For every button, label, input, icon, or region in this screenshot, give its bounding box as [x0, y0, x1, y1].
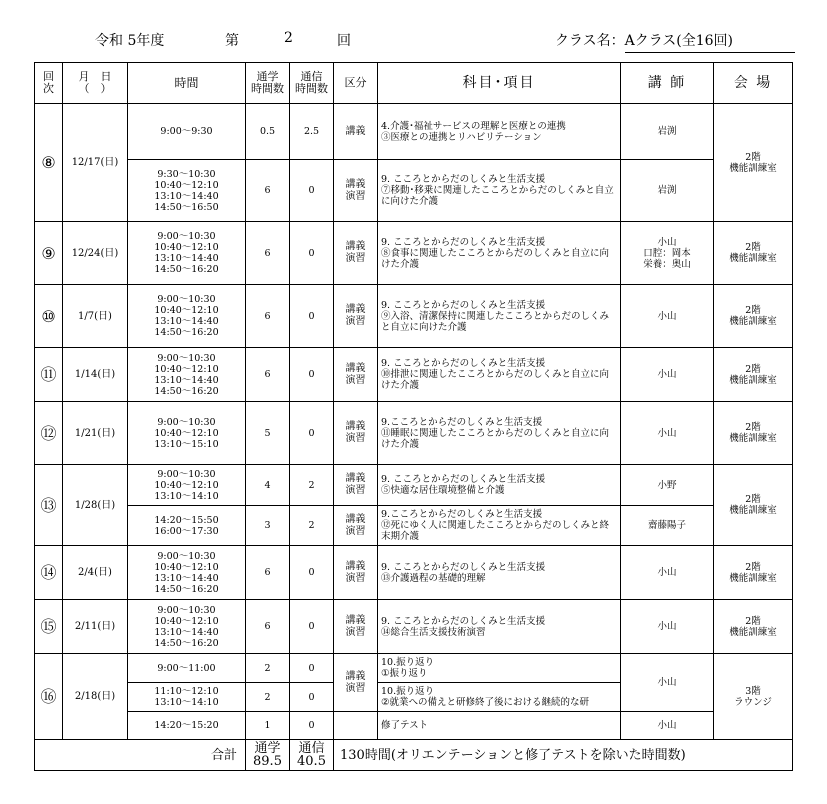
row-subject: 9. こころとからだのしくみと生活支援 ⑤快適な居住環境整備と介護 — [378, 465, 621, 506]
row-subject: 9. こころとからだのしくみと生活支援 ⑧食事に関連したこころとからだのしくみと自立に向けた介護 — [378, 222, 621, 285]
col-kai: 回 次 — [35, 63, 63, 104]
row-remote: 0 — [290, 683, 334, 712]
row-venue: 2階 機能訓練室 — [714, 546, 793, 600]
row-time: 11:10～12:10 13:10～14:10 — [128, 683, 246, 712]
table-row — [35, 348, 793, 402]
row-commute: 6 — [246, 160, 290, 222]
row-commute: 6 — [246, 546, 290, 600]
row-teacher: 齋藤陽子 — [621, 506, 714, 546]
table-row — [35, 654, 793, 683]
table-row — [35, 506, 793, 546]
row-teacher: 小山 — [621, 285, 714, 348]
row-teacher: 小山 — [621, 600, 714, 654]
row-remote: 2 — [290, 506, 334, 546]
row-subject: 9.こころとからだのしくみと生活支援 ⑫死にゆく人に関連したこころとからだのしくみと終末期介護 — [378, 506, 621, 546]
row-number: ⑫ — [35, 402, 63, 465]
row-kubun: 講義 演習 — [334, 160, 378, 222]
row-venue: 2階 機能訓練室 — [714, 348, 793, 402]
row-time: 14:20～15:50 16:00～17:30 — [128, 506, 246, 546]
row-date: 1/28(日) — [63, 465, 128, 546]
header-reiwa: 令和 5年度 — [95, 33, 165, 49]
row-commute: 6 — [246, 285, 290, 348]
row-time: 9:00～10:30 10:40～12:10 13:10～14:40 14:50～16:20 — [128, 285, 246, 348]
total-commute: 通学 89.5 — [246, 740, 290, 771]
row-teacher: 小山 口腔：岡本 栄養：奥山 — [621, 222, 714, 285]
col-subject: 科目･項目 — [378, 63, 621, 104]
row-commute: 0.5 — [246, 104, 290, 160]
row-remote: 0 — [290, 600, 334, 654]
col-venue: 会 場 — [714, 63, 793, 104]
row-venue: 3階 ラウンジ — [714, 654, 793, 740]
col-remote: 通信 時間数 — [290, 63, 334, 104]
total-note: 130時間(オリエンテーションと修了テストを除いた時間数) — [334, 740, 793, 771]
row-commute: 2 — [246, 683, 290, 712]
row-venue: 2階 機能訓練室 — [714, 402, 793, 465]
row-remote: 0 — [290, 654, 334, 683]
row-number: ⑯ — [35, 654, 63, 740]
row-remote: 0 — [290, 160, 334, 222]
row-venue: 2階 機能訓練室 — [714, 222, 793, 285]
table-row — [35, 600, 793, 654]
row-date: 1/7(日) — [63, 285, 128, 348]
row-time: 9:30～10:30 10:40～12:10 13:10～14:40 14:50～16:50 — [128, 160, 246, 222]
row-kubun: 講義 演習 — [334, 654, 378, 712]
row-date: 2/4(日) — [63, 546, 128, 600]
header-kai: 回 — [337, 33, 351, 49]
col-kubun: 区分 — [334, 63, 378, 104]
table-row — [35, 712, 793, 740]
row-number: ⑮ — [35, 600, 63, 654]
row-subject: 9. こころとからだのしくみと生活支援 ⑭総合生活支援技術演習 — [378, 600, 621, 654]
row-time: 9:00～10:30 10:40～12:10 13:10～14:40 14:50～16:20 — [128, 222, 246, 285]
row-remote: 0 — [290, 222, 334, 285]
row-number: ⑬ — [35, 465, 63, 546]
table-row — [35, 104, 793, 160]
row-number: ⑩ — [35, 285, 63, 348]
row-teacher: 小山 — [621, 712, 714, 740]
row-remote: 2 — [290, 465, 334, 506]
row-number: ⑪ — [35, 348, 63, 402]
row-kubun: 講義 演習 — [334, 222, 378, 285]
total-row — [35, 740, 793, 771]
row-date: 12/17(日) — [63, 104, 128, 222]
table-row — [35, 222, 793, 285]
row-kubun: 講義 — [334, 104, 378, 160]
row-commute: 1 — [246, 712, 290, 740]
class-label: クラス名： — [555, 33, 625, 49]
row-kubun: 講義 演習 — [334, 285, 378, 348]
row-commute: 6 — [246, 600, 290, 654]
row-remote: 0 — [290, 402, 334, 465]
col-date: 月 日 （ ） — [63, 63, 128, 104]
table-row — [35, 160, 793, 222]
row-subject: 9. こころとからだのしくみと生活支援 ⑬介護過程の基礎的理解 — [378, 546, 621, 600]
row-remote: 0 — [290, 712, 334, 740]
row-date: 2/11(日) — [63, 600, 128, 654]
row-teacher: 小山 — [621, 654, 714, 712]
row-kubun: 講義 演習 — [334, 506, 378, 546]
row-subject: 10.振り返り ①振り返り — [378, 654, 621, 683]
row-time: 9:00～9:30 — [128, 104, 246, 160]
row-date: 2/18(日) — [63, 654, 128, 740]
row-commute: 4 — [246, 465, 290, 506]
row-number: ⑧ — [35, 104, 63, 222]
header-dai: 第 — [225, 33, 239, 49]
header-year: 5年度 — [127, 33, 165, 49]
row-commute: 5 — [246, 402, 290, 465]
col-teacher: 講 師 — [621, 63, 714, 104]
row-commute: 2 — [246, 654, 290, 683]
table-row — [35, 285, 793, 348]
row-teacher: 小山 — [621, 348, 714, 402]
row-date: 1/21(日) — [63, 402, 128, 465]
row-subject: 9.こころとからだのしくみと生活支援 ⑪睡眠に関連したこころとからだのしくみと自立に向けた介護 — [378, 402, 621, 465]
table-row — [35, 402, 793, 465]
row-time: 9:00～10:30 10:40～12:10 13:10～14:10 — [128, 465, 246, 506]
row-commute: 6 — [246, 222, 290, 285]
row-number: ⑭ — [35, 546, 63, 600]
row-time: 9:00～10:30 10:40～12:10 13:10～14:40 14:50～16:20 — [128, 546, 246, 600]
row-venue: 2階 機能訓練室 — [714, 104, 793, 222]
row-kubun: 講義 演習 — [334, 546, 378, 600]
schedule-table — [34, 62, 793, 771]
row-kubun: 講義 演習 — [334, 465, 378, 506]
row-time: 9:00～10:30 10:40～12:10 13:10～14:40 14:50～16:20 — [128, 348, 246, 402]
row-venue: 2階 機能訓練室 — [714, 600, 793, 654]
class-value: Aクラス(全16回) — [625, 30, 795, 53]
row-time: 9:00～10:30 10:40～12:10 13:10～15:10 — [128, 402, 246, 465]
row-subject: 9. こころとからだのしくみと生活支援 ⑦移動･移乗に関連したこころとからだのしくみと自立に向けた介護 — [378, 160, 621, 222]
row-teacher: 小野 — [621, 465, 714, 506]
col-time: 時間 — [128, 63, 246, 104]
row-time: 14:20～15:20 — [128, 712, 246, 740]
row-remote: 0 — [290, 546, 334, 600]
row-kubun: 講義 演習 — [334, 348, 378, 402]
col-commute: 通学 時間数 — [246, 63, 290, 104]
row-subject: 10.振り返り ②就業への備えと研修終了後における継続的な研 — [378, 683, 621, 712]
row-kubun: 講義 演習 — [334, 402, 378, 465]
row-kubun — [334, 712, 378, 740]
row-commute: 3 — [246, 506, 290, 546]
row-subject: 4.介護･福祉サービスの理解と医療との連携 ③医療との連携とリハビリテーション — [378, 104, 621, 160]
row-teacher: 岩渕 — [621, 160, 714, 222]
row-number: ⑨ — [35, 222, 63, 285]
row-remote: 2.5 — [290, 104, 334, 160]
total-remote: 通信 40.5 — [290, 740, 334, 771]
row-kubun: 講義 演習 — [334, 600, 378, 654]
row-remote: 0 — [290, 348, 334, 402]
row-date: 12/24(日) — [63, 222, 128, 285]
row-venue: 2階 機能訓練室 — [714, 285, 793, 348]
row-teacher: 小山 — [621, 402, 714, 465]
class-name — [555, 30, 795, 53]
header-number: 2 — [284, 30, 293, 46]
row-date: 1/14(日) — [63, 348, 128, 402]
row-time: 9:00～11:00 — [128, 654, 246, 683]
row-venue: 2階 機能訓練室 — [714, 465, 793, 546]
row-teacher: 小山 — [621, 546, 714, 600]
row-subject: 9. こころとからだのしくみと生活支援 ⑩排泄に関連したこころとからだのしくみと自立に向けた介護 — [378, 348, 621, 402]
row-subject: 修了テスト — [378, 712, 621, 740]
row-teacher: 岩渕 — [621, 104, 714, 160]
row-commute: 6 — [246, 348, 290, 402]
row-remote: 0 — [290, 285, 334, 348]
table-row — [35, 465, 793, 506]
table-row — [35, 546, 793, 600]
row-subject: 9. こころとからだのしくみと生活支援 ⑨入浴、清潔保持に関連したこころとからだのしくみと自立に向けた介護 — [378, 285, 621, 348]
total-label: 合計 — [35, 740, 246, 771]
row-time: 9:00～10:30 10:40～12:10 13:10～14:40 14:50～16:20 — [128, 600, 246, 654]
